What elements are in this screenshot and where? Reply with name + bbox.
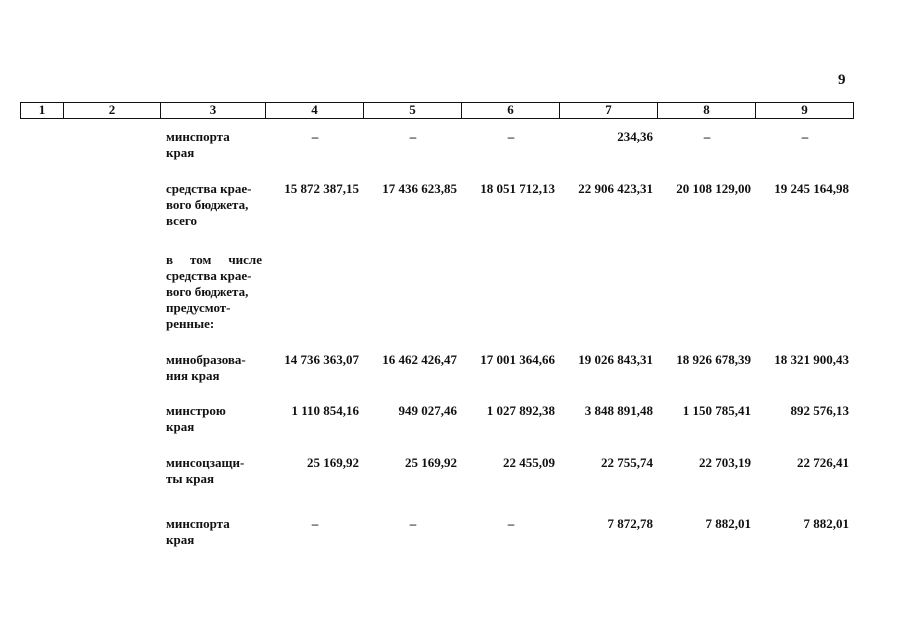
cell-value-col-7: 22 755,74 bbox=[601, 455, 653, 470]
row-description bbox=[166, 181, 262, 229]
description-line: предусмот- bbox=[166, 300, 231, 315]
cell-value-col-9: 18 321 900,43 bbox=[774, 352, 849, 367]
description-line: минобразова- bbox=[166, 352, 246, 367]
row-description bbox=[166, 455, 262, 487]
cell-value-col-9: 22 726,41 bbox=[797, 455, 849, 470]
cell-value-col-7: 234,36 bbox=[617, 129, 653, 144]
cell-value-col-7: 22 906 423,31 bbox=[578, 181, 653, 196]
row-description bbox=[166, 516, 262, 548]
description-line: в том числе bbox=[166, 252, 262, 267]
cell-value-col-6: – bbox=[507, 516, 515, 531]
cell-value-col-4: 14 736 363,07 bbox=[284, 352, 359, 367]
description-line: минспорта bbox=[166, 129, 230, 144]
cell-value-col-7: 19 026 843,31 bbox=[578, 352, 653, 367]
description-line: края bbox=[166, 419, 195, 434]
cell-value-col-8: 20 108 129,00 bbox=[676, 181, 751, 196]
cell-value-col-6: 17 001 364,66 bbox=[480, 352, 555, 367]
cell-value-col-8: 7 882,01 bbox=[705, 516, 751, 531]
description-line: вого бюджета, bbox=[166, 197, 249, 212]
description-line: ты края bbox=[166, 471, 215, 486]
cell-value-col-8: 1 150 785,41 bbox=[682, 403, 751, 418]
cell-value-col-7: 3 848 891,48 bbox=[584, 403, 653, 418]
row-description bbox=[166, 252, 262, 332]
cell-value-col-4: 1 110 854,16 bbox=[291, 403, 359, 418]
cell-value-col-6: 1 027 892,38 bbox=[486, 403, 555, 418]
cell-value-col-6: 18 051 712,13 bbox=[480, 181, 555, 196]
cell-value-col-6: – bbox=[507, 129, 515, 144]
description-line: вого бюджета, bbox=[166, 284, 249, 299]
cell-value-col-8: 22 703,19 bbox=[699, 455, 751, 470]
cell-value-col-4: 15 872 387,15 bbox=[284, 181, 359, 196]
description-line: средства крае- bbox=[166, 268, 252, 283]
row-description bbox=[166, 129, 262, 161]
header-col-9: 9 bbox=[801, 102, 808, 117]
description-line: минспорта bbox=[166, 516, 230, 531]
cell-value-col-5: 17 436 623,85 bbox=[382, 181, 457, 196]
header-col-7: 7 bbox=[560, 103, 658, 118]
description-line: ния края bbox=[166, 368, 220, 383]
cell-value-col-9: 19 245 164,98 bbox=[774, 181, 849, 196]
cell-value-col-5: – bbox=[409, 516, 417, 531]
cell-value-col-8: – bbox=[703, 129, 711, 144]
description-line: средства крае- bbox=[166, 181, 252, 196]
cell-value-col-5: – bbox=[409, 129, 417, 144]
description-line: края bbox=[166, 532, 195, 547]
page-number: 9 bbox=[838, 72, 846, 88]
table-header-row bbox=[20, 102, 854, 119]
cell-value-col-4: – bbox=[311, 516, 319, 531]
header-col-3: 3 bbox=[161, 103, 266, 118]
description-line: края bbox=[166, 145, 195, 160]
header-col-1: 1 bbox=[21, 103, 64, 118]
cell-value-col-9: – bbox=[801, 129, 809, 144]
description-line: минстрою bbox=[166, 403, 226, 418]
cell-value-col-5: 25 169,92 bbox=[405, 455, 457, 470]
cell-value-col-6: 22 455,09 bbox=[503, 455, 555, 470]
header-col-5: 5 bbox=[364, 103, 462, 118]
cell-value-col-9: 7 882,01 bbox=[803, 516, 849, 531]
header-col-4: 4 bbox=[266, 103, 364, 118]
description-line: всего bbox=[166, 213, 197, 228]
header-col-2: 2 bbox=[64, 103, 161, 118]
description-line: ренные: bbox=[166, 316, 215, 331]
description-line: минсоцзащи- bbox=[166, 455, 245, 470]
cell-value-col-5: 16 462 426,47 bbox=[382, 352, 457, 367]
cell-value-col-4: 25 169,92 bbox=[307, 455, 359, 470]
header-col-6: 6 bbox=[462, 103, 560, 118]
cell-value-col-9: 892 576,13 bbox=[790, 403, 849, 418]
header-col-8: 8 bbox=[658, 103, 756, 118]
cell-value-col-4: – bbox=[311, 129, 319, 144]
cell-value-col-5: 949 027,46 bbox=[398, 403, 457, 418]
row-description bbox=[166, 352, 262, 384]
cell-value-col-7: 7 872,78 bbox=[607, 516, 653, 531]
cell-value-col-8: 18 926 678,39 bbox=[676, 352, 751, 367]
row-description bbox=[166, 403, 262, 435]
